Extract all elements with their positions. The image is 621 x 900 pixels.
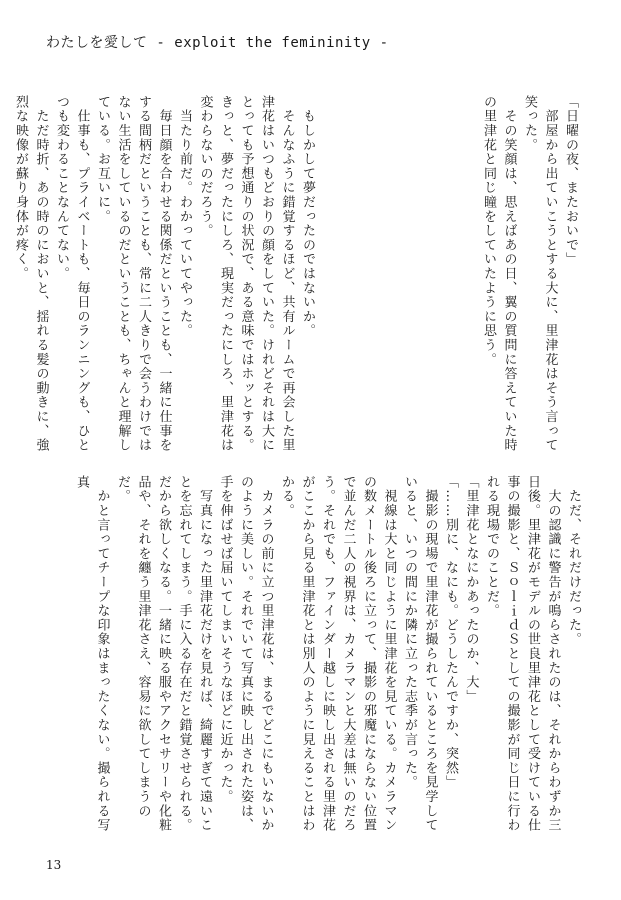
paragraph: ただ時折、あの時のにおいと、揺れる髪の動きに、強烈な映像が蘇り身体が疼く。 <box>13 95 49 453</box>
paragraph: 「里津花となにかあったのか、大」 <box>463 475 479 704</box>
paragraph: 視線は大と同じように里津花を見ている。カメラマンの数メートル後ろに立って、撮影の邪魔にならない位置で並んだ二人の視界は、カメラマンと大差は無いのだろう。それでも、ファインダー越しに映し出される里津花がここから見る里津花とは別人のように見えることはわかる。 <box>279 475 397 833</box>
paragraph: 「日曜の夜、またおいで」 <box>563 95 578 267</box>
paragraph: 部屋から出ていこうとする大に、里津花はそう言って笑った。 <box>522 95 558 453</box>
paragraph: ただ、それだけだった。 <box>566 475 581 647</box>
paragraph: もしかして夢だったのではないか。 <box>300 95 315 339</box>
paragraph: カメラの前に立つ里津花は、まるでどこにもいないかのように美しい。それでいて写真に映し出された姿は、手を伸ばせば届いてしまいそうなほどに近かった。 <box>217 475 274 833</box>
page-header-title: わたしを愛して - exploit the femininity - <box>46 35 389 51</box>
paragraph: 毎日顔を合わせる関係だということも、一緒に仕事をする間柄だということも、常に二人きりで会うわけではない生活をしているのだということも、ちゃんと理解している。お互いに。 <box>95 95 172 453</box>
paragraph: 写真になった里津花だけを見れば、綺麗すぎて遠いことを忘れてしまう。手に入る存在だと錯覚させられる。だから欲しくなる。一緒に映る服やアクセサリーや化粧品や、それを纏う里津花さえ、容易に欲してしまうのだ。 <box>115 475 212 833</box>
page-number: 13 <box>46 858 62 872</box>
paragraph: 当たり前だ。わかっていてやった。 <box>177 95 192 339</box>
paragraph: かと言ってチープな印象はまったくない。撮られる写真 <box>74 475 110 833</box>
text-block-bottom <box>37 475 583 833</box>
paragraph: そんなふうに錯覚するほど、共有ルームで再会した里津花はいつもどおりの顔をしていた。けれどそれは大にとっても予想通りの状況で、ある意味ではホッとする。きっと、夢だったにしろ、現実だったにしろ、里津花は変わらないのだろう。 <box>197 95 295 453</box>
paragraph: その笑顔は、思えばあの日、翼の質問に答えていた時の里津花と同じ瞳をしていたように思う。 <box>481 95 517 453</box>
paragraph: 「……別に、なにも。どうしたんですか、突然」 <box>443 475 458 790</box>
text-block-top-right <box>318 95 580 455</box>
paragraph: 仕事も、プライベートも、毎日のランニングも、ひとつも変わることなんてない。 <box>54 95 90 453</box>
paragraph: 大の認識に警告が鳴らされたのは、それからわずか三日後。里津花がモデルの世良里津花として受けている仕事の撮影と、ＳｏｌｉｄＳとしての撮影が同じ日に行われる現場でのことだ。 <box>484 475 561 833</box>
paragraph: 撮影の現場で里津花が撮られているところを見学していると、いつの間にか隣に立った志季が言った。 <box>402 475 438 833</box>
text-block-top-left <box>13 95 317 455</box>
